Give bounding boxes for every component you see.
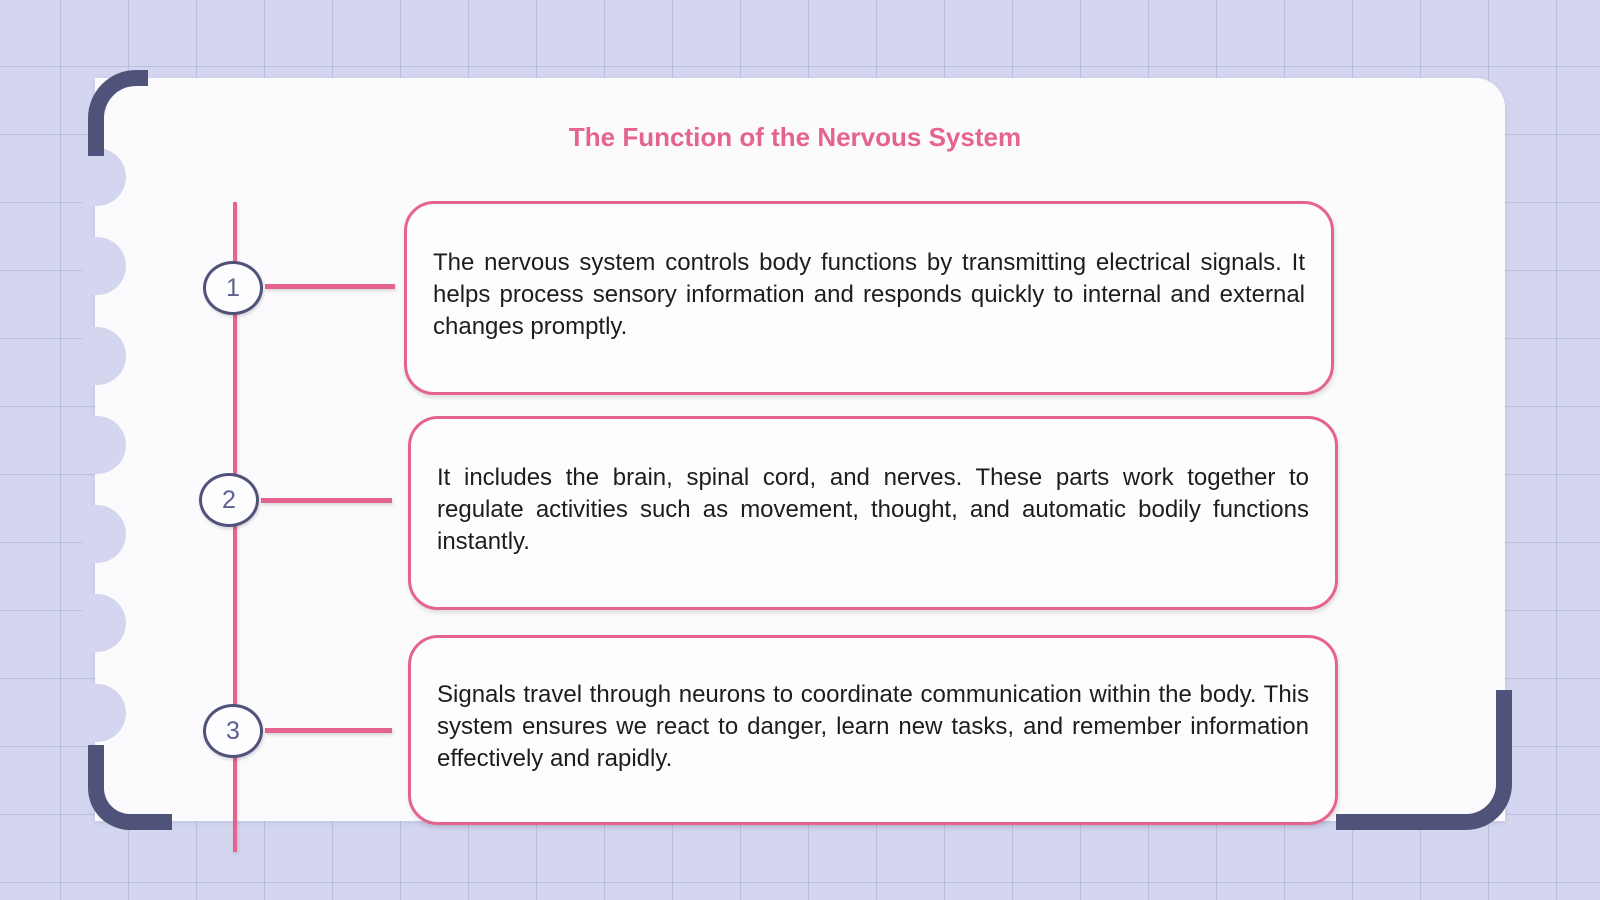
step-2-card <box>408 416 1338 610</box>
step-1-connector <box>265 284 395 289</box>
slide-title-text: The Function of the Nervous System <box>568 122 1022 152</box>
corner-bracket-bottom-left <box>88 745 172 830</box>
step-2-number-badge: 2 <box>199 473 259 527</box>
step-3-card <box>408 635 1338 825</box>
step-1-number-badge: 1 <box>203 261 263 315</box>
step-3-text: Signals travel through neurons to coordinate communication within the body. This system ensures we react to danger, learn new tasks, and remember information effectively and rapidly. <box>437 681 1309 772</box>
step-2-text: It includes the brain, spinal cord, and nerves. These parts work together to regulate activities such as movement, thought, and automatic bodily functions instantly. <box>437 464 1309 555</box>
step-1-card <box>404 201 1334 395</box>
corner-bracket-bottom-right <box>1336 690 1512 830</box>
step-3-connector <box>265 728 392 733</box>
slide-title <box>0 122 1600 153</box>
step-1-text: The nervous system controls body functions by transmitting electrical signals. It helps process sensory information and responds quickly to internal and external changes promptly. <box>433 249 1305 340</box>
step-3-number-badge: 3 <box>203 704 263 758</box>
step-2-connector <box>261 498 392 503</box>
